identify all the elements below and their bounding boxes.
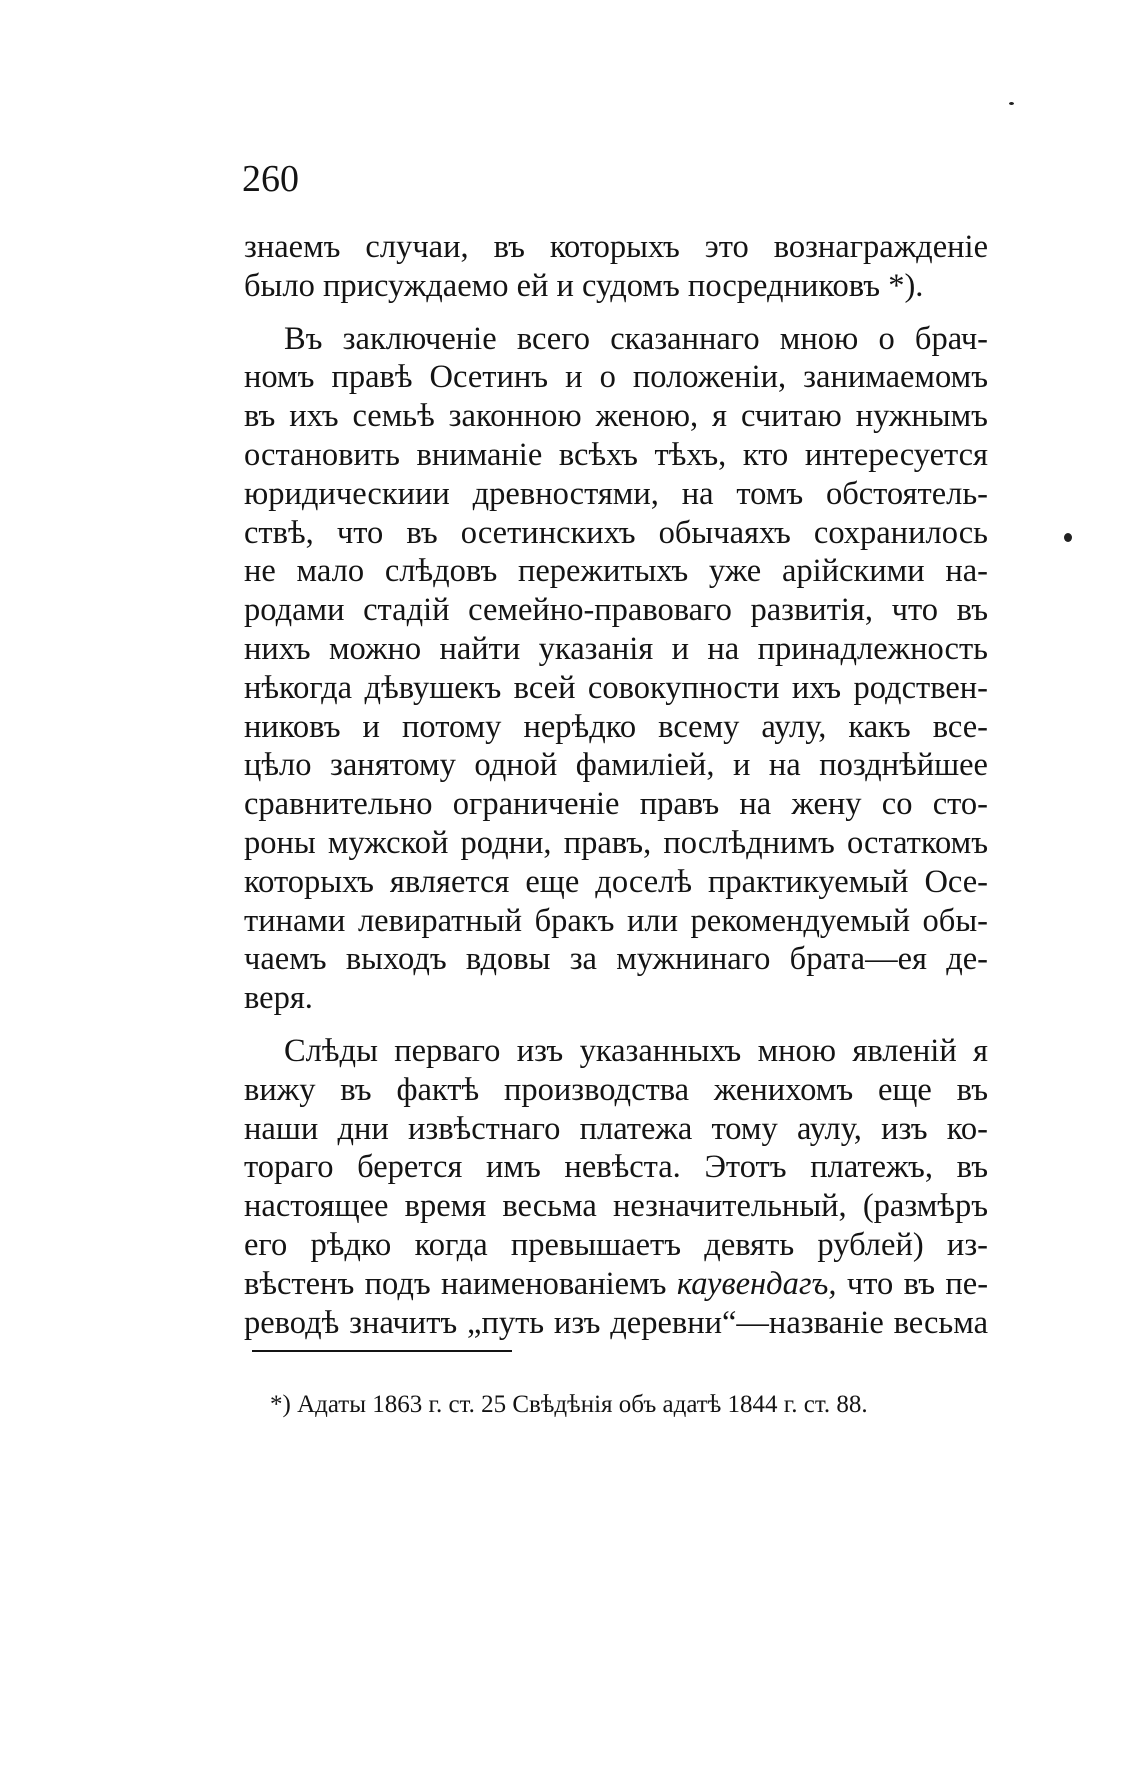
text-line: не мало слѣдовъ пережитыхъ уже арійскими на- <box>244 553 988 590</box>
text-line: юридическиии древностями, на томъ обстоятель- <box>244 475 988 512</box>
text-line: знаемъ случаи, въ которыхъ это вознагражденіе <box>244 229 988 265</box>
text-line: сравнительно ограниченіе правъ на жену со сто- <box>244 786 988 823</box>
line-segment: вѣстенъ подъ наименованіемъ <box>244 1265 667 1302</box>
text-line: реводѣ значитъ „путь изъ деревни“—названіе весьма <box>244 1304 988 1341</box>
text-line: тинами левиратный бракъ или рекомендуемый обы- <box>244 902 988 939</box>
text-line: было присуждаемо ей и судомъ посредниковъ *). <box>244 267 924 304</box>
page-number: 260 <box>242 158 299 200</box>
text-line: настоящее время весьма незначительный, (размѣръ <box>244 1188 988 1225</box>
text-line: тораго берется имъ невѣста. Этотъ платежъ, въ <box>244 1149 988 1186</box>
text-line: чаемъ выходъ вдовы за мужнинаго брата—ея де- <box>244 941 988 978</box>
scan-speck <box>1009 102 1014 105</box>
text-line: номъ правѣ Осетинъ и о положеніи, занимаемомъ <box>244 359 988 396</box>
text-line: ствѣ, что въ осетинскихъ обычаяхъ сохранилось <box>244 514 988 551</box>
text-line: никовъ и потому нерѣдко всему аулу, какъ все- <box>244 708 988 745</box>
text-line: которыхъ является еще доселѣ практикуемый Осе- <box>244 863 988 900</box>
text-line: вижу въ фактѣ производства женихомъ еще въ <box>244 1071 988 1108</box>
text-line: родами стадій семейно-правоваго развитія, что въ <box>244 592 988 629</box>
text-line: его рѣдко когда превышаетъ девять рублей) из- <box>244 1226 988 1263</box>
text-line: въ ихъ семьѣ законною женою, я считаю нужнымъ <box>244 398 988 435</box>
italic-term: каувендагъ, <box>676 1265 837 1302</box>
main-text <box>244 228 988 1342</box>
text-line: остановить вниманіе всѣхъ тѣхъ, кто интересуется <box>244 436 988 473</box>
text-line: Слѣды перваго изъ указанныхъ мною явленій я <box>284 1032 988 1069</box>
text-line: веря. <box>244 980 313 1017</box>
footnote: *) Адаты 1863 г. ст. 25 Свѣдѣнія объ адатѣ 1844 г. ст. 88. <box>270 1391 868 1418</box>
text-line: роны мужской родни, правъ, послѣднимъ остаткомъ <box>244 824 988 861</box>
text-line-with-term <box>244 1265 988 1304</box>
text-line: нихъ можно найти указанія и на принадлежность <box>244 630 988 667</box>
line-segment: что въ пе- <box>846 1265 989 1302</box>
text-line: Въ заключеніе всего сказаннаго мною о брач- <box>284 320 988 357</box>
text-line: нѣкогда дѣвушекъ всей совокупности ихъ родствен- <box>244 669 988 706</box>
scan-speck <box>1064 533 1072 542</box>
footnote-divider <box>252 1350 512 1352</box>
text-line: цѣло занятому одной фамиліей, и на позднѣйшее <box>244 747 988 784</box>
text-line: наши дни извѣстнаго платежа тому аулу, изъ ко- <box>244 1110 988 1147</box>
